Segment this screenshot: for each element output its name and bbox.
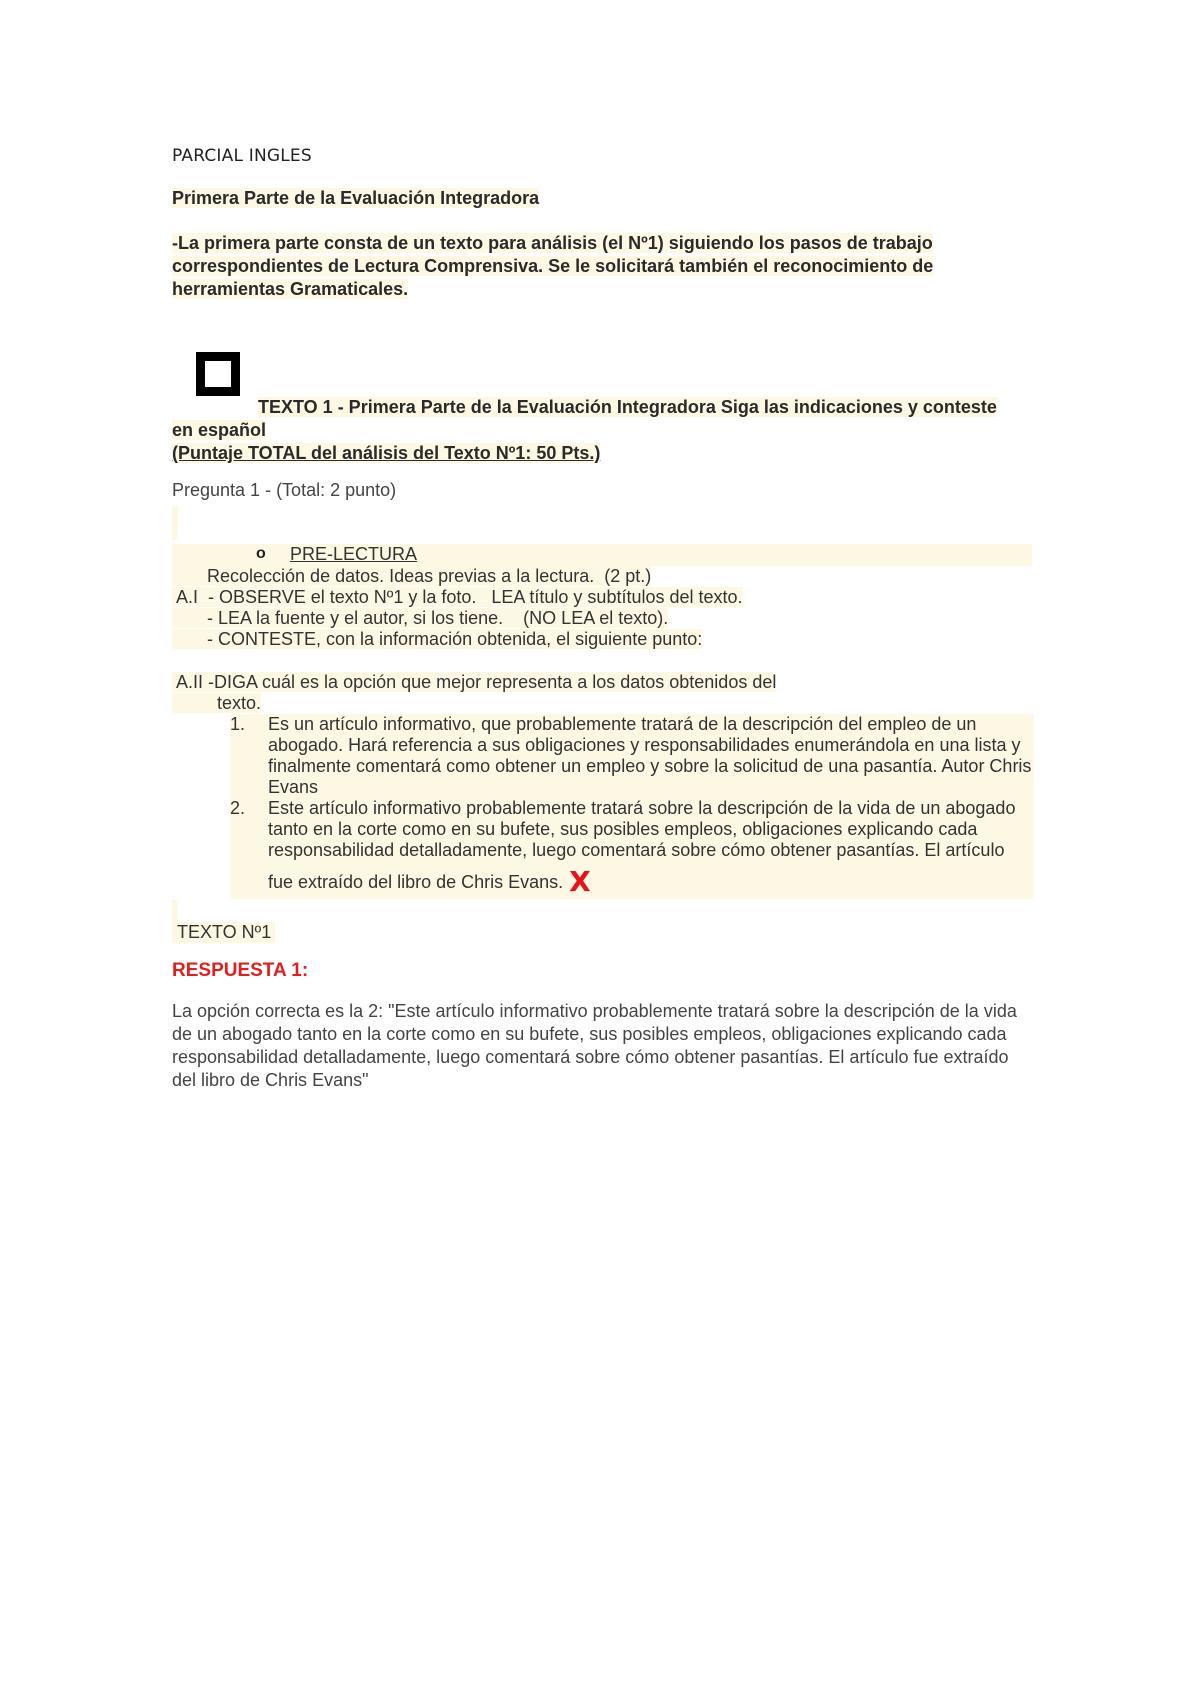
aii-line: texto. [172,693,262,713]
prelectura-row [172,544,1032,566]
instruction-line: Recolección de datos. Ideas previas a la lectura. (2 pt.) [172,566,652,586]
section-title [172,188,539,209]
option-last-line-text: fue extraído del libro de Chris Evans. [268,872,564,892]
bullet-icon: o [256,545,266,562]
intro-line: -La primera parte consta de un texto para análisis (el Nº1) siguiendo los pasos de trabajo [172,233,933,253]
option-last-line [268,865,1034,898]
texto-header-line: en español [172,420,267,440]
texto-header [172,396,1032,465]
red-x-icon: X [569,865,591,898]
aii-line: A.II -DIGA cuál es la opción que mejor representa a los datos obtenidos del [172,672,777,692]
puntaje-total: (Puntaje TOTAL del análisis del Texto Nº1: 50 Pts.) [172,443,601,463]
aii-block [172,672,776,714]
highlight-strip [172,506,178,540]
option-number: 1. [230,714,246,734]
answer-paragraph: La opción correcta es la 2: "Este artículo informativo probablemente tratará sobre la descripción de la vida de un abogado tanto en la corte como en su bufete, sus posibles empleos, obligaciones explicando cada responsabilidad detalladamente, luego comentará sobre cómo obtener pasantías. El artículo fue extraído del libro de Chris Evans" [172,1001,1017,1090]
option-text: Es un artículo informativo, que probablemente tratará de la descripción del empleo de un abogado. Hará referencia a sus obligaciones y responsabilidades enumerándola en una lista y finalmente comentará como obtener un empleo y sobre la solicitud de una pasantía. Autor Chris Evans [268,714,1032,797]
option-text: Este artículo informativo probablemente tratará sobre la descripción de la vida de un abogado tanto en la corte como en su bufete, sus posibles empleos, obligaciones explicando cada responsabilidad detalladamente, luego comentará sobre cómo obtener pasantías. El artículo [268,798,1016,860]
instruction-line: - LEA la fuente y el autor, si los tiene. (NO LEA el texto). [172,608,669,628]
intro-paragraph [172,232,952,301]
square-checkbox-icon[interactable] [196,352,240,396]
options-list [230,714,1034,899]
respuesta-label: RESPUESTA 1: [172,960,309,981]
instruction-line: - CONTESTE, con la información obtenida, el siguiente punto: [172,629,703,649]
prelectura-label: PRE-LECTURA [290,544,418,564]
option-item [230,798,1034,898]
texto-n1-label: TEXTO Nº1 [172,922,275,943]
section-title-text: Primera Parte de la Evaluación Integradora [172,188,540,208]
option-number: 2. [230,798,246,818]
texto-header-line: TEXTO 1 - Primera Parte de la Evaluación Integradora Siga las indicaciones y conteste [258,397,997,417]
intro-line: correspondientes de Lectura Comprensiva. Se le solicitará también el reconocimiento de [172,256,934,276]
intro-line: herramientas Gramaticales. [172,279,409,299]
pregunta-title: Pregunta 1 - (Total: 2 punto) [172,480,397,500]
document-title: PARCIAL INGLES [172,146,312,166]
option-item [230,714,1034,798]
instruction-line: A.I - OBSERVE el texto Nº1 y la foto. LEA título y subtítulos del texto. [172,587,743,607]
instructions-block [172,566,743,650]
